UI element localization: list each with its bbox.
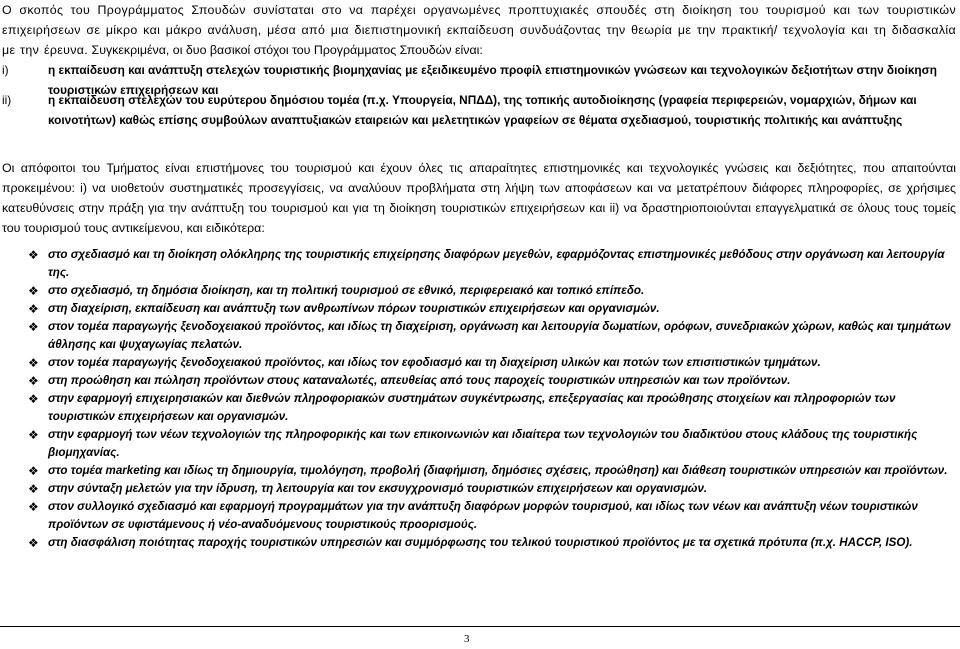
diamond-bullet-icon: ❖ [28, 356, 39, 370]
list-item-text: στον τομέα παραγωγής ξενοδοχειακού προϊόντος, και ιδίως τον εφοδιασμό και τη διαχείριση υλικών και ποτών των επισιτιστικών τμημάτων. [48, 356, 821, 369]
intro-text-wide: Ο σκοπός του Προγράμματος Σπουδών συνίσταται στο να παρέχει οργανωμένες προπτυχιακές σπουδές στη διοίκηση του τουρισμού και των τουριστικών επιχειρήσεων σε μίκρο και μάκρο ανάλυση, μέσα από μια διεπιστημονική εκπαίδευση συνδυάζοντας την θεωρία με την πρακτική/ τεχνολογία και τη διδασκαλία με την έρευνα. [2, 3, 956, 57]
diamond-bullet-icon: ❖ [28, 428, 39, 442]
list-item-text: στη προώθηση και πώληση προϊόντων στους καταναλωτές, απευθείας από τους παροχείς τουριστικών υπηρεσιών και των προϊόντων. [48, 374, 791, 387]
diamond-bullet-icon: ❖ [28, 374, 39, 388]
list-item-text: στο τομέα marketing και ιδίως τη δημιουργία, τιμολόγηση, προβολή (διαφήμιση, δημόσιες σχέσεις, προώθηση) και διάθεση τουριστικών υπηρεσιών και προϊόντων. [48, 464, 948, 477]
list-item-text: στη διαχείριση, εκπαίδευση και ανάπτυξη των ανθρωπίνων πόρων τουριστικών επιχειρήσεων και οργανισμών. [48, 302, 660, 315]
page-number: 3 [464, 633, 470, 645]
diamond-bullet-icon: ❖ [28, 464, 39, 478]
diamond-bullet-icon: ❖ [28, 284, 39, 298]
list-item-text: στη διασφάλιση ποιότητας παροχής τουριστικών υπηρεσιών και συμμόρφωσης του τελικού τουριστικού προϊόντος με τα σχετικά πρότυπα (π.χ. HACCP, ISO). [48, 536, 913, 549]
diamond-bullet-icon: ❖ [28, 320, 39, 334]
diamond-bullet-icon: ❖ [28, 248, 39, 262]
goal-text: η εκπαίδευση και ανάπτυξη στελεχών τουριστικής βιομηχανίας με εξειδικευμένο προφίλ επιστημονικών γνώσεων και τεχνολογικών δεξιοτήτων στην διοίκηση τουριστικών επιχειρήσεων και [48, 63, 937, 97]
list-item [28, 426, 958, 462]
list-item [28, 282, 958, 300]
list-item-text: στην σύνταξη μελετών για την ίδρυση, τη λειτουργία και τον εκσυγχρονισμό τουριστικών επιχειρήσεων και οργανισμών. [48, 482, 708, 495]
list-item-text: στον συλλογικό σχεδιασμό και εφαρμογή προγραμμάτων για την ανάπτυξη διαφόρων μορφών τουρισμού, και ιδίως των νέων και ανάπτυξη νέων τουριστικών προϊόντων σε υφιστάμενους ή νέο-αναδυόμενους τουριστικούς προορισμούς. [48, 500, 918, 531]
intro-paragraph [2, 0, 956, 60]
list-item [28, 300, 958, 318]
footer-divider [0, 626, 960, 627]
professional-areas-list [28, 246, 958, 552]
diamond-bullet-icon: ❖ [28, 482, 39, 496]
list-item [28, 534, 958, 552]
intro-text-goals: Συγκεκριμένα, οι δυο βασικοί στόχοι του Προγράμματος Σπουδών είναι: [88, 43, 483, 57]
list-item [28, 462, 958, 480]
list-item-text: στον τομέα παραγωγής ξενοδοχειακού προϊόντος, και ιδίως τη διαχείριση, οργάνωση και λειτουργία δωματίων, ορόφων, συνεδριακών χώρων, καθώς και τμημάτων άθλησης και ψυχαγωγίας πελατών. [48, 320, 951, 351]
list-item [28, 246, 958, 282]
diamond-bullet-icon: ❖ [28, 500, 39, 514]
list-item-text: στην εφαρμογή επιχειρησιακών και διεθνών πληροφοριακών συστημάτων συγκέντρωσης, επεξεργασίας και προώθησης στοιχείων και πληροφοριών των τουριστικών επιχειρήσεων και οργανισμών. [48, 392, 896, 423]
list-item [28, 372, 958, 390]
goal-item-2 [2, 90, 956, 130]
list-item [28, 498, 958, 534]
diamond-bullet-icon: ❖ [28, 302, 39, 316]
graduates-paragraph: Οι απόφοιτοι του Τμήματος είναι επιστήμονες του τουρισμού και έχουν όλες τις απαραίτητες επιστημονικές και τεχνολογικές γνώσεις και δεξιότητες, που απαιτούνται προκειμένου: i) να υιοθετούν συστηματικές προσεγγίσεις, να αναλύουν προβλήματα στη λήψη των αποφάσεων και να μετατρέπουν διάφορες πληροφορίες, σε χρήσιμες κατευθύνσεις στην πράξη για την ανάπτυξη του τουρισμού και για τη διοίκηση τουριστικών επιχειρήσεων και ii) να δραστηριοποιούνται επαγγελματικά σε όλους τους τομείς του τουρισμού τους αντικείμενου, και ειδικότερα: [2, 161, 956, 235]
list-item [28, 318, 958, 354]
goal-text: η εκπαίδευση στελεχών του ευρύτερου δημόσιου τομέα (π.χ. Υπουργεία, ΝΠΔΔ), της τοπικής αυτοδιοίκησης (γραφεία περιφερειών, νομαρχιών, δήμων και κοινοτήτων) καθώς επίσης συμβούλων αναπτυξιακών εταιρειών και μελετητικών γραφείων σε θέματα σχεδιασμού, τουριστικής πολιτικής και ανάπτυξης [48, 93, 917, 127]
list-item [28, 480, 958, 498]
list-item-text: στην εφαρμογή των νέων τεχνολογιών της πληροφορικής και των επικοινωνιών και ιδιαίτερα των τεχνολογιών του διαδικτύου στους κλάδους της τουριστικής βιομηχανίας. [48, 428, 918, 459]
goal-number: i) [2, 63, 9, 77]
diamond-bullet-icon: ❖ [28, 536, 39, 550]
diamond-bullet-icon: ❖ [28, 392, 39, 406]
goal-number: ii) [2, 93, 12, 107]
list-item-text: στο σχεδιασμό και τη διοίκηση ολόκληρης της τουριστικής επιχείρησης διαφόρων μεγεθών, εφαρμόζοντας επιστημονικές μεθόδους στην οργάνωση και λειτουργία της. [48, 248, 945, 279]
list-item [28, 354, 958, 372]
list-item [28, 390, 958, 426]
list-item-text: στο σχεδιασμό, τη δημόσια διοίκηση, και τη πολιτική τουρισμού σε εθνικό, περιφερειακό και τοπικό επίπεδο. [48, 284, 645, 297]
